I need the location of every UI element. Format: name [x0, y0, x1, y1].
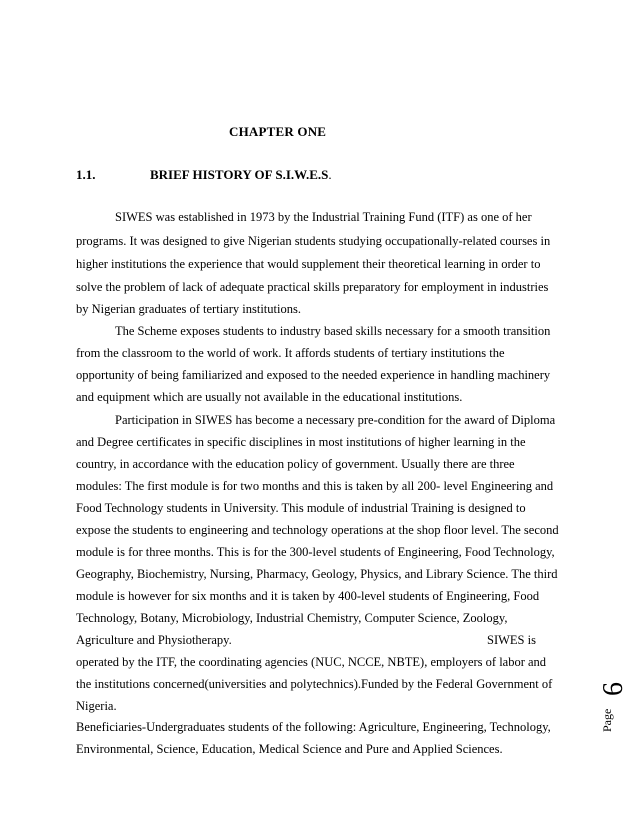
paragraph-line: SIWES was established in 1973 by the Industrial Training Fund (ITF) as one of her [115, 210, 532, 224]
page-label: Page [600, 708, 614, 732]
paragraph-line: from the classroom to the world of work. It affords students of tertiary institutions the [76, 346, 505, 360]
page-footer [594, 648, 634, 738]
paragraph-line: Beneficiaries-Undergraduates students of the following: Agriculture, Engineering, Technology, [76, 720, 551, 734]
paragraph-line: modules: The first module is for two months and this is taken by all 200- level Engineering and [76, 479, 554, 493]
paragraph-line: Participation in SIWES has become a necessary pre-condition for the award of Diploma [115, 413, 556, 427]
paragraph-line: operated by the ITF, the coordinating agencies (NUC, NCCE, NBTE), employers of labor and [76, 655, 547, 669]
paragraph-line: and equipment which are usually not available in the educational institutions. [76, 390, 463, 404]
paragraph-line: module is for three months. This is for the 300-level students of Engineering, Food Technology, [76, 545, 555, 559]
section-title: BRIEF HISTORY OF S.I.W.E.S [150, 167, 329, 182]
section-heading [76, 167, 332, 183]
paragraph-line: Technology, Botany, Microbiology, Industrial Chemistry, Computer Science, Zoology, [76, 611, 508, 625]
paragraph-line: solve the problem of lack of adequate practical skills preparatory for employment in industries [76, 280, 549, 294]
paragraph-line: programs. It was designed to give Nigerian students studying occupationally-related courses in [76, 234, 551, 248]
paragraph-line: Environmental, Science, Education, Medical Science and Pure and Applied Sciences. [76, 742, 503, 756]
paragraph-line: Geography, Biochemistry, Nursing, Pharmacy, Geology, Physics, and Library Science. The third [76, 567, 558, 581]
paragraph-line: module is however for six months and it is taken by 400-level students of Engineering, Food [76, 589, 540, 603]
paragraph-line: The Scheme exposes students to industry based skills necessary for a smooth transition [115, 324, 551, 338]
paragraph-line: the institutions concerned(universities and polytechnics).Funded by the Federal Government of [76, 677, 553, 691]
paragraph-line: by Nigerian graduates of tertiary institutions. [76, 302, 301, 316]
paragraph-line: Agriculture and Physiotherapy. [76, 633, 232, 647]
paragraph-line: country, in accordance with the education policy of government. Usually there are three [76, 457, 515, 471]
paragraph-line: opportunity of being familiarized and exposed to the needed experience in handling machinery [76, 368, 551, 382]
paragraph-line: expose the students to engineering and technology operations at the shop floor level. The second [76, 523, 559, 537]
paragraph-line: Nigeria. [76, 699, 117, 713]
paragraph-line: and Degree certificates in specific disciplines in most institutions of higher learning in the [76, 435, 526, 449]
paragraph-line: Food Technology students in University. This module of industrial Training is designed to [76, 501, 526, 515]
paragraph-line: higher institutions the experience that would supplement their theoretical learning in order to [76, 257, 541, 271]
section-title-period: . [328, 167, 332, 182]
section-number: 1.1. [76, 167, 96, 182]
chapter-title: CHAPTER ONE [229, 124, 327, 139]
page-number: 6 [598, 682, 629, 696]
paragraph-line-tail: SIWES is [487, 633, 536, 647]
